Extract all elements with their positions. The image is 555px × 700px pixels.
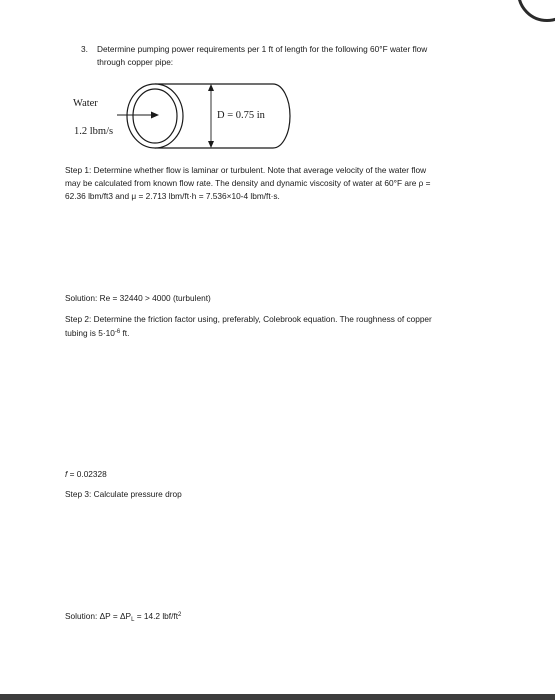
step3-heading: Step 3: Calculate pressure drop [65, 489, 182, 499]
solution-pressure-drop [65, 610, 181, 627]
step2-line-1: Step 2: Determine the friction factor using, preferably, Colebrook equation. The roughness of copper [65, 314, 432, 324]
pipe-diagram [65, 78, 305, 154]
pressure-drop-unit-exponent: 2 [178, 612, 182, 618]
problem-text-line-1: Determine pumping power requirements per 1 ft of length for the following 60°F water flow [97, 44, 428, 54]
label-diameter: D = 0.75 in [217, 110, 265, 121]
label-water: Water [73, 98, 98, 109]
roughness-exponent: -6 [114, 329, 121, 335]
problem-number: 3. [81, 44, 88, 54]
step2-line-2 [65, 327, 129, 340]
circle-icon [517, 0, 555, 22]
label-flow-rate: 1.2 lbm/s [74, 126, 114, 137]
roughness-unit: ft. [120, 328, 130, 338]
step1-line-1: Step 1: Determine whether flow is laminar or turbulent. Note that average velocity of the water flow [65, 165, 427, 175]
friction-value: = 0.02328 [67, 469, 107, 479]
roughness-base: tubing is 5·10 [65, 328, 115, 338]
friction-symbol: f [65, 469, 68, 479]
pressure-drop-label: Solution: ΔP = ΔP [65, 611, 132, 621]
solution-reynolds: Solution: Re = 32440 > 4000 (turbulent) [65, 293, 211, 303]
pressure-drop-value: = 14.2 lbf/ft [134, 611, 178, 621]
pressure-drop-subscript: L [131, 617, 135, 623]
step1-line-2: may be calculated from known flow rate. The density and dynamic viscosity of water at 60°F are ρ = [65, 178, 431, 188]
problem-text-line-2: through copper pipe: [97, 57, 174, 67]
friction-factor-result [65, 469, 107, 481]
step1-line-3: 62.36 lbm/ft3 and μ = 2.713 lbm/ft·h = 7.536×10-4 lbm/ft·s. [65, 191, 280, 201]
bottom-bar [0, 694, 555, 700]
